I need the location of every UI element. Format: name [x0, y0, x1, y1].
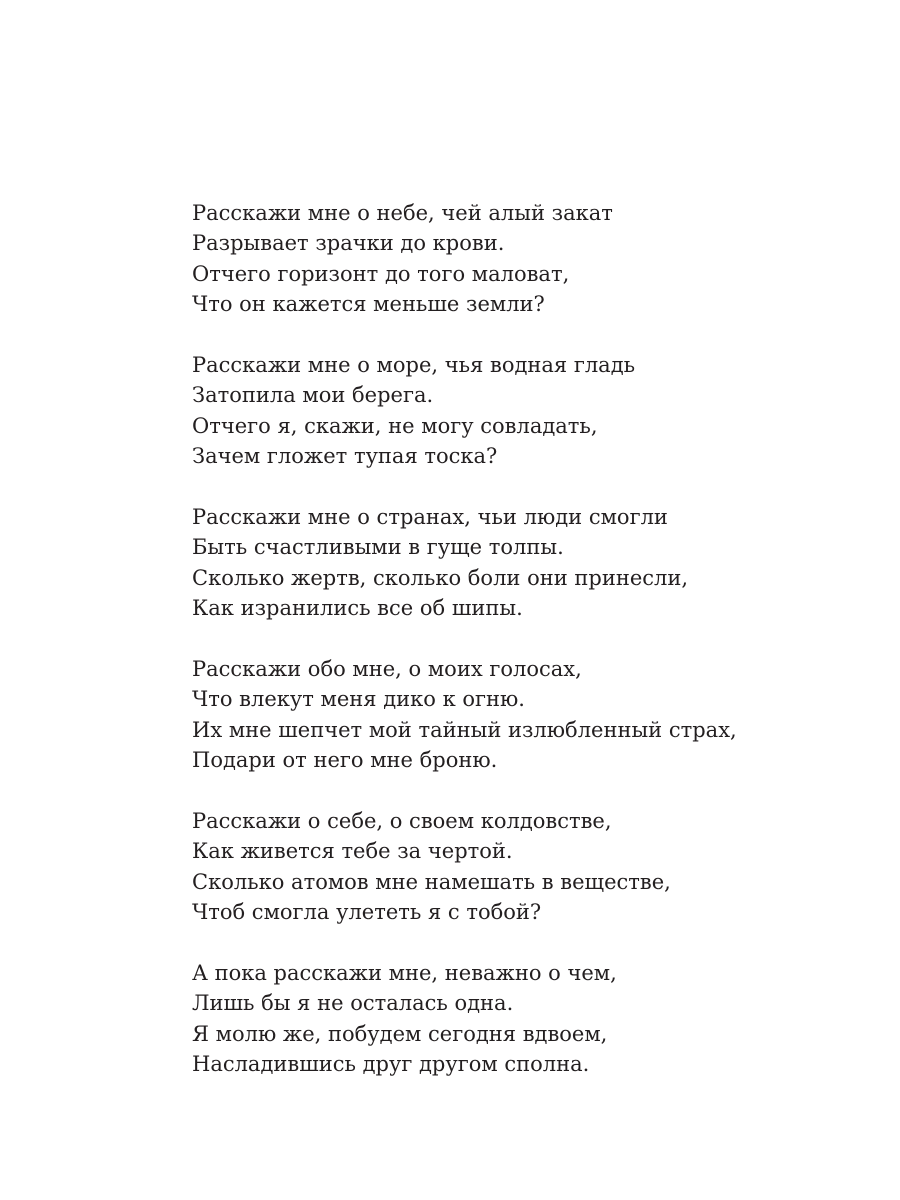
poem-line: Затопила мои берега.	[192, 383, 434, 408]
poem-line: Отчего горизонт до того маловат,	[192, 261, 570, 286]
poem-line: Как изранились все об шипы.	[192, 596, 523, 621]
poem-line: Расскажи мне о странах, чьи люди смогли	[192, 504, 668, 529]
poem-line: Быть счастливыми в гуще толпы.	[192, 535, 564, 560]
poem-line: Насладившись друг другом сполна.	[192, 1051, 590, 1076]
stanza-3	[192, 502, 872, 624]
poem-line: Что он кажется меньше земли?	[192, 292, 545, 317]
poem-line: Лишь бы я не осталась одна.	[192, 991, 514, 1016]
poem-line: Разрывает зрачки до крови.	[192, 231, 505, 256]
poem-line: Расскажи о себе, о своем колдовстве,	[192, 808, 612, 833]
poem-line: Их мне шепчет мой тайный излюбленный страх,	[192, 717, 737, 742]
poem-line: Что влекут меня дико к огню.	[192, 687, 525, 712]
poem-line: Расскажи мне о море, чья водная гладь	[192, 352, 636, 377]
poem-line: Я молю же, побудем сегодня вдвоем,	[192, 1021, 608, 1046]
stanza-2	[192, 350, 872, 472]
poem-line: Сколько атомов мне намешать в веществе,	[192, 869, 671, 894]
poem-line: А пока расскажи мне, неважно о чем,	[192, 960, 617, 985]
poem-line: Сколько жертв, сколько боли они принесли,	[192, 565, 689, 590]
stanza-6	[192, 958, 872, 1080]
poem	[192, 198, 872, 1110]
poem-line: Подари от него мне броню.	[192, 748, 498, 773]
stanza-4	[192, 654, 872, 776]
stanza-5	[192, 806, 872, 928]
poem-line: Чтоб смогла улететь я с тобой?	[192, 899, 542, 924]
poem-line: Расскажи мне о небе, чей алый закат	[192, 201, 613, 225]
stanza-1	[192, 198, 872, 320]
poem-line: Расскажи обо мне, о моих голосах,	[192, 656, 582, 681]
poem-line: Как живется тебе за чертой.	[192, 839, 513, 864]
poem-line: Зачем гложет тупая тоска?	[192, 444, 498, 469]
poem-line: Отчего я, скажи, не могу совладать,	[192, 413, 598, 438]
